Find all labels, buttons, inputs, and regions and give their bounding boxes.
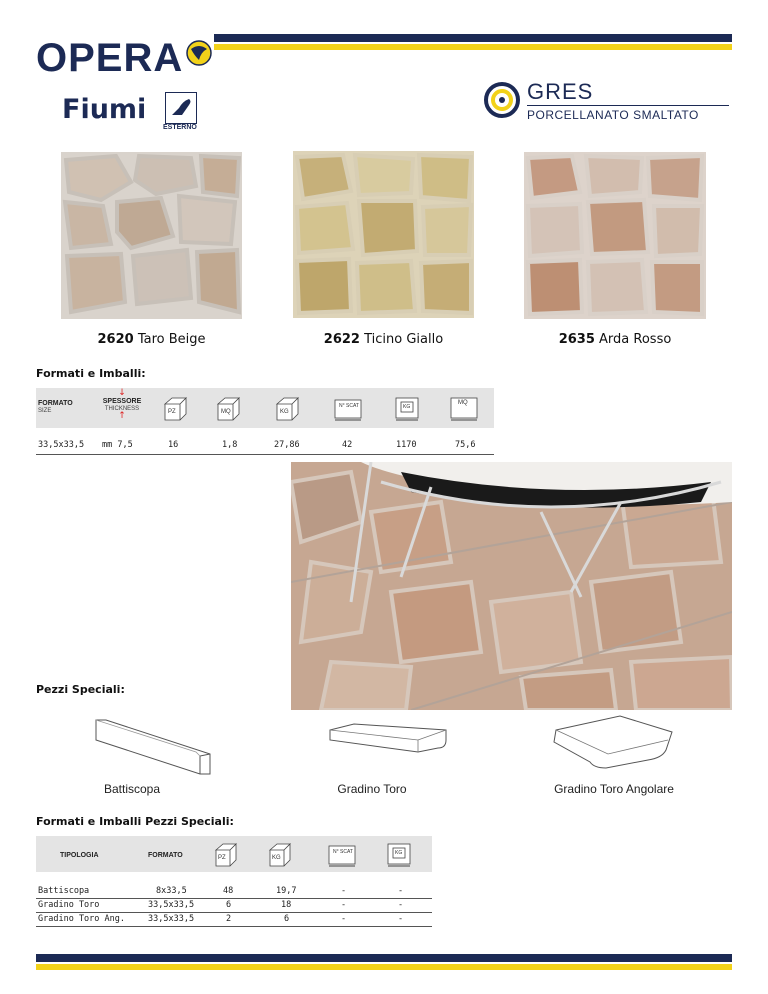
special-kg-box-icon: KG <box>266 840 294 870</box>
header-stripe-yellow <box>214 44 732 50</box>
row-pz: 48 <box>223 886 234 896</box>
special-row-line-3 <box>36 926 432 927</box>
special-pz-box-icon: PZ <box>212 840 240 870</box>
section-title-special-formats: Formati e Imballi Pezzi Speciali: <box>36 815 234 828</box>
format-size: 33,5x33,5 <box>38 440 85 450</box>
row-scat: - <box>341 900 347 910</box>
row-tipologia: Gradino Toro <box>38 900 100 910</box>
material-divider <box>527 105 729 106</box>
brand-logo: OPERA <box>36 36 184 80</box>
special-pallet-kg-icon: KG <box>384 836 414 870</box>
material-subtitle: PORCELLANATO SMALTATO <box>527 108 699 122</box>
header-tipologia: TIPOLOGIA <box>60 852 99 859</box>
row-kg: 6 <box>284 914 290 924</box>
special-row-line-2 <box>36 912 432 913</box>
battiscopa-drawing <box>92 716 214 778</box>
footer-stripe-yellow <box>36 964 732 970</box>
tile-image-ticino-giallo <box>293 151 474 318</box>
formats-row-line <box>36 454 494 455</box>
format-scat: 42 <box>342 440 353 450</box>
pallet-kg-icon: KG <box>392 390 422 424</box>
pz-box-icon: PZ <box>160 394 190 424</box>
row-kg: 18 <box>281 900 292 910</box>
row-pallet-kg: - <box>398 886 404 896</box>
material-title: GRES <box>527 79 594 104</box>
format-kg: 27,86 <box>274 440 300 450</box>
shoe-icon <box>165 92 197 124</box>
piece-label-gradino-toro-angolare: Gradino Toro Angolare <box>554 782 674 796</box>
row-pallet-kg: - <box>398 914 404 924</box>
gres-logo-icon <box>484 82 520 118</box>
header-stripe-navy <box>214 34 732 42</box>
row-kg: 19,7 <box>276 886 297 896</box>
row-scat: - <box>341 886 347 896</box>
collection-title: Fiumi <box>62 94 147 125</box>
product-caption-1: 2620 Taro Beige <box>97 332 206 347</box>
esterno-label: ESTERNO <box>163 124 197 131</box>
row-formato: 33,5x33,5 <box>148 914 195 924</box>
pallet-mq-icon: MQ <box>448 394 480 424</box>
gradino-toro-angolare-drawing <box>550 712 676 770</box>
section-title-formats: Formati e Imballi: <box>36 367 146 380</box>
tile-image-taro-beige <box>61 152 242 319</box>
mq-box-icon: MQ <box>213 394 243 424</box>
row-pz: 2 <box>226 914 232 924</box>
piece-label-gradino-toro: Gradino Toro <box>337 782 407 796</box>
header-spessore: ↓ SPESSORE THICKNESS ↑ <box>102 388 142 421</box>
piece-label-battiscopa: Battiscopa <box>103 782 161 796</box>
format-mq: 1,8 <box>222 440 238 450</box>
format-thickness: mm 7,5 <box>102 440 133 450</box>
product-caption-3: 2635 Arda Rosso <box>558 332 672 347</box>
header-formato-special: FORMATO <box>148 852 183 859</box>
header-formato: FORMATO SIZE <box>38 400 73 414</box>
row-tipologia: Battiscopa <box>38 886 90 896</box>
section-title-special: Pezzi Speciali: <box>36 683 125 696</box>
kg-box-icon: KG <box>272 394 302 424</box>
product-caption-2: 2622 Ticino Giallo <box>323 332 444 347</box>
ambient-photo <box>291 462 732 710</box>
gradino-toro-drawing <box>326 722 450 762</box>
row-tipologia: Gradino Toro Ang. <box>38 914 125 924</box>
row-scat: - <box>341 914 347 924</box>
format-pallet-mq: 75,6 <box>455 440 476 450</box>
special-row-line-1 <box>36 898 432 899</box>
footer-stripe-navy <box>36 954 732 962</box>
tile-image-arda-rosso <box>524 152 706 319</box>
special-pallet-scat-icon: N° SCAT <box>326 840 358 870</box>
row-formato: 8x33,5 <box>156 886 187 896</box>
esterno-badge <box>163 92 199 132</box>
format-pz: 16 <box>168 440 179 450</box>
row-formato: 33,5x33,5 <box>148 900 195 910</box>
pallet-scat-icon: N° SCAT <box>332 394 364 424</box>
logo-globe-icon <box>186 40 212 66</box>
row-pallet-kg: - <box>398 900 404 910</box>
format-pallet-kg: 1170 <box>396 440 417 450</box>
row-pz: 6 <box>226 900 232 910</box>
